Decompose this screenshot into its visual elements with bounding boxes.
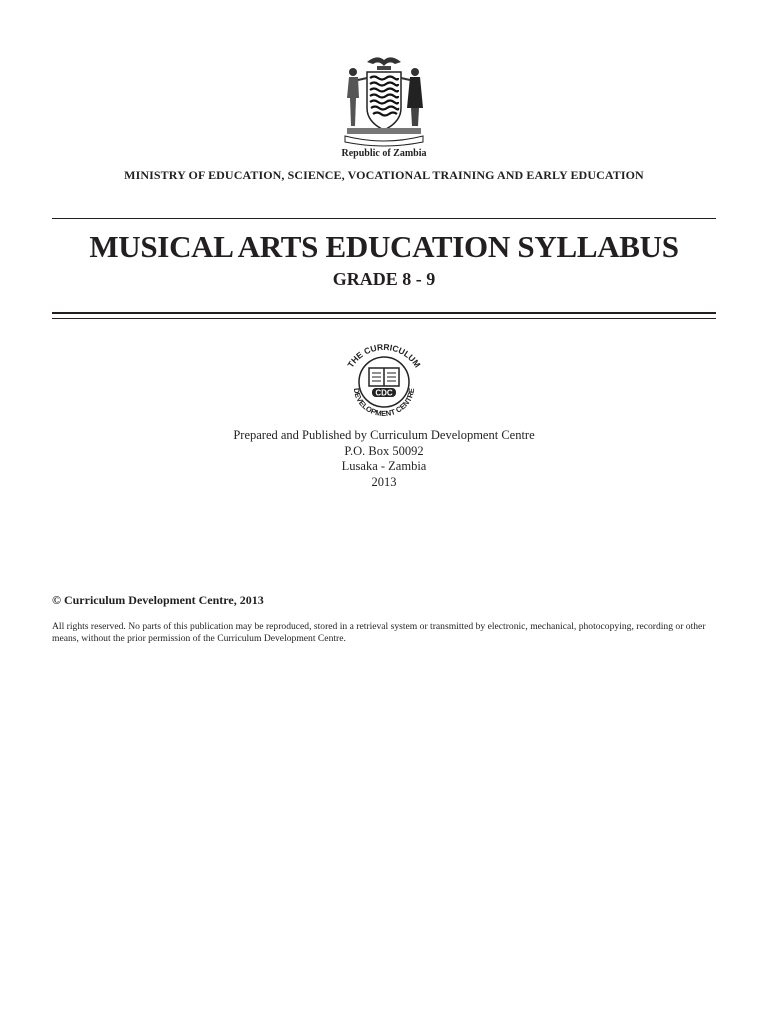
publication-year: 2013	[371, 474, 397, 489]
document-title: MUSICAL ARTS EDUCATION SYLLABUS	[89, 229, 679, 264]
svg-text:THE CURRICULUM: THE CURRICULUM	[345, 344, 423, 370]
po-box: P.O. Box 50092	[344, 443, 424, 458]
bottom-divider-thin	[52, 318, 716, 319]
top-divider	[52, 218, 716, 219]
svg-text:CDC: CDC	[375, 388, 393, 398]
ministry-name: MINISTRY OF EDUCATION, SCIENCE, VOCATIONAL TRAINING AND EARLY EDUCATION	[124, 168, 644, 182]
svg-text:DEVELOPMENT CENTRE: DEVELOPMENT CENTRE	[351, 387, 417, 416]
copyright-notice: © Curriculum Development Centre, 2013	[52, 593, 264, 607]
country-name: Republic of Zambia	[341, 148, 427, 159]
publisher-block	[0, 428, 768, 490]
publisher-line: Prepared and Published by Curriculum Development Centre	[233, 428, 535, 442]
rights-statement: All rights reserved. No parts of this publication may be reproduced, stored in a retrieval system or transmitted by electronic, mechanical, photocopying, recording or other means, without the prior permission of the Curriculum Development Centre.	[52, 621, 706, 644]
bottom-divider-thick	[52, 312, 716, 314]
city-country: Lusaka - Zambia	[341, 459, 427, 473]
coat-of-arms-emblem	[337, 50, 431, 148]
cdc-logo-emblem	[340, 344, 428, 416]
grade-subtitle: GRADE 8 - 9	[332, 269, 436, 289]
